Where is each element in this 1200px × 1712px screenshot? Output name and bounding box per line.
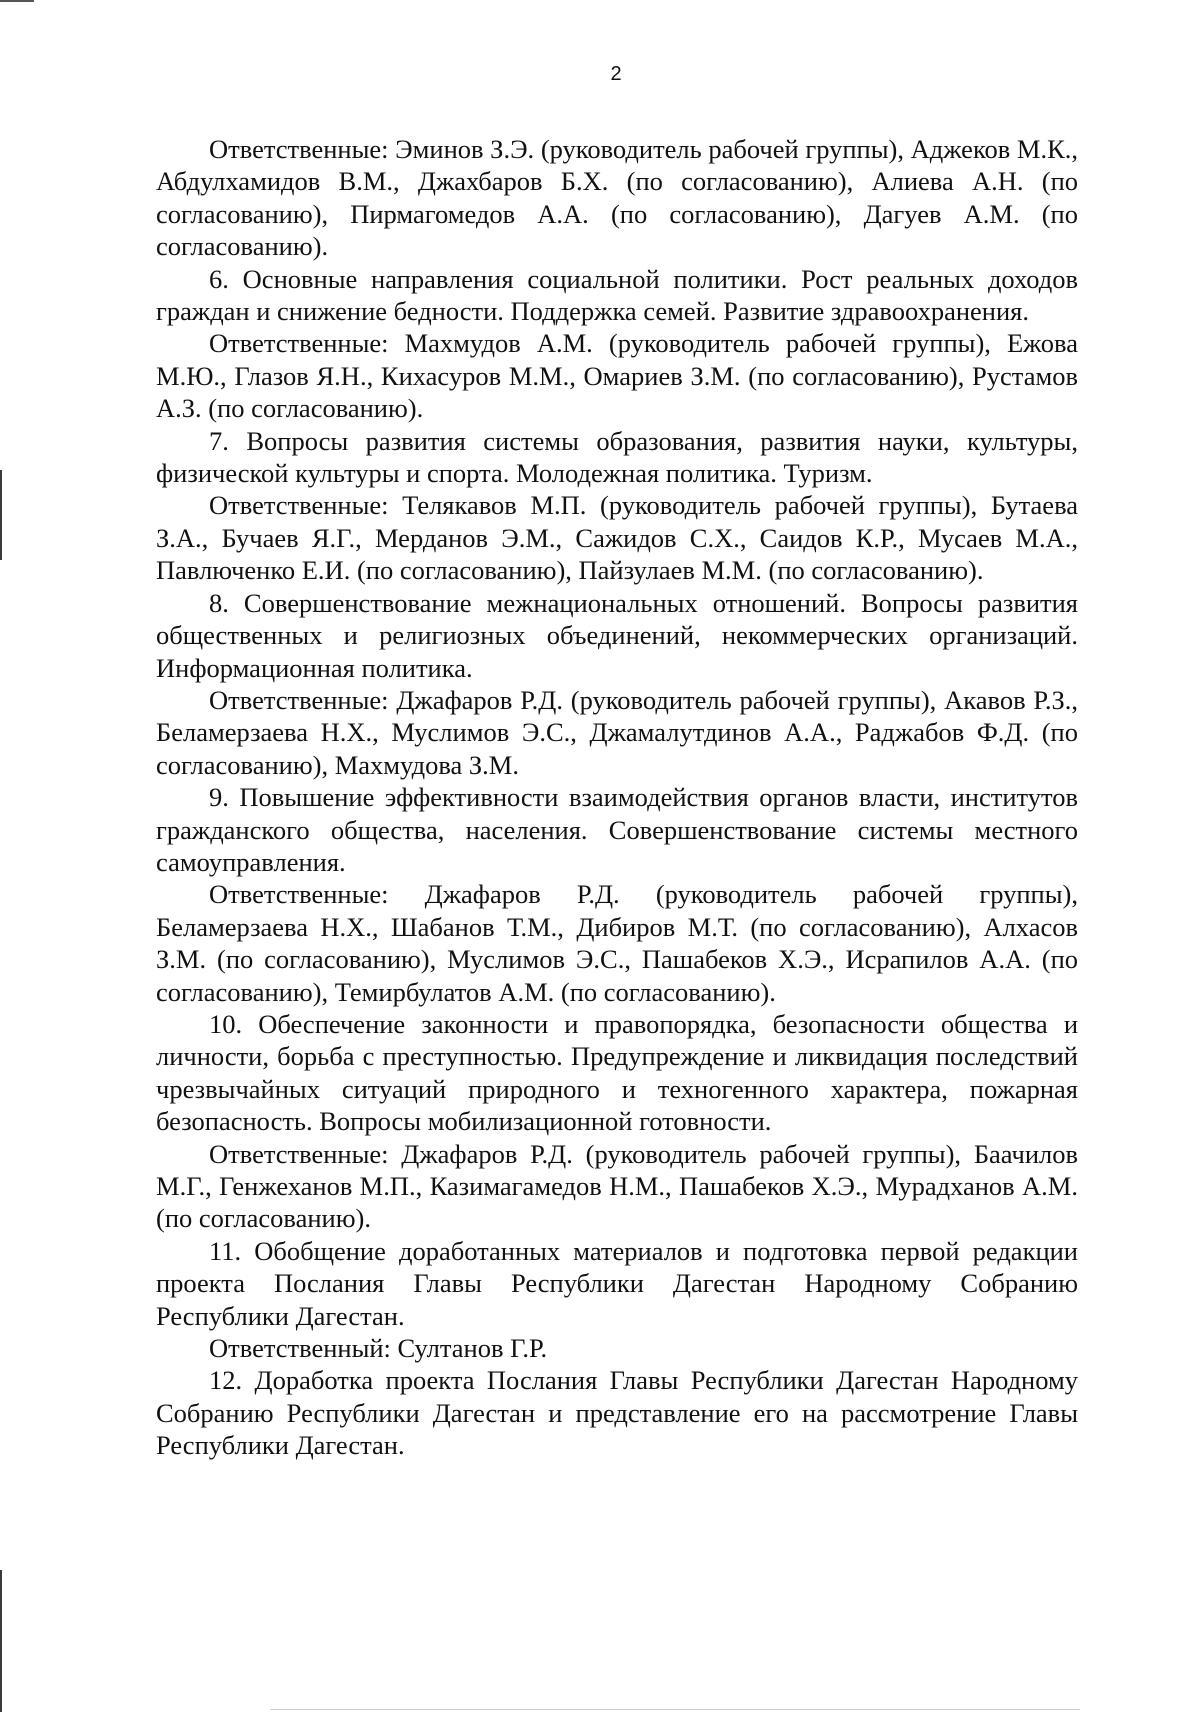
scan-edge-bottom [270,1709,1080,1710]
paragraph-item-6: 6. Основные направления социальной политики. Рост реальных доходов граждан и снижение бедности. Поддержка семей. Развитие здравоохранения. [156,263,1078,327]
scan-edge-left [0,470,2,560]
paragraph-responsible-9: Ответственные: Джафаров Р.Д. (руководитель рабочей группы), Беламерзаева Н.Х., Шабанов Т.М., Дибиров М.Т. (по согласованию), Алхасов З.М. (по согласованию), Муслимов Э.С., Пашабеков Х.Э., Исрапилов А.А. (по согласованию), Темирбулатов А.М. (по согласованию). [156,879,1078,1007]
paragraph-item-9: 9. Повышение эффективности взаимодействия органов власти, институтов гражданского общества, населения. Совершенствование системы местного самоуправления. [156,782,1078,877]
paragraph-responsible-10: Ответственные: Джафаров Р.Д. (руководитель рабочей группы), Баачилов М.Г., Генжеханов М.П., Казимагамедов Н.М., Пашабеков Х.Э., Мурадханов А.М. (по согласованию). [156,1138,1078,1234]
paragraph-responsible-6: Ответственные: Махмудов А.М. (руководитель рабочей группы), Ежова М.Ю., Глазов Я.Н., Кихасуров М.М., Омариев З.М. (по согласованию), Рустамов А.З. (по согласованию). [156,328,1078,424]
paragraph-item-7: 7. Вопросы развития системы образования, развития науки, культуры, физической культуры и спорта. Молодежная политика. Туризм. [156,425,1078,489]
paragraph-item-11: 11. Обобщение доработанных материалов и подготовка первой редакции проекта Послания Главы Республики Дагестан Народному Собранию Республики Дагестан. [156,1235,1078,1331]
paragraph-item-8: 8. Совершенствование межнациональных отношений. Вопросы развития общественных и религиозных объединений, некоммерческих организаций. Информационная политика. [156,587,1078,683]
paragraph-responsible-5: Ответственные: Эминов З.Э. (руководитель рабочей группы), Аджеков М.К., Абдулхамидов В.М., Джахбаров Б.Х. (по согласованию), Алиева А.Н. (по согласованию), Пирмагомедов А.А. (по согласованию), Дагуев А.М. (по согласованию). [156,134,1078,262]
paragraph-item-10: 10. Обеспечение законности и правопорядка, безопасности общества и личности, борьба с преступностью. Предупреждение и ликвидация последствий чрезвычайных ситуаций природного и техногенного характера, пожарная безопасность. Вопросы мобилизационной готовности. [156,1008,1078,1137]
paragraph-responsible-11: Ответственный: Султанов Г.Р. [209,1333,548,1364]
paragraph-responsible-7: Ответственные: Телякавов М.П. (руководитель рабочей группы), Бутаева З.А., Бучаев Я.Г., Мерданов Э.М., Сажидов С.Х., Саидов К.Р., Мусаев М.А., Павлюченко Е.И. (по согласованию), Пайзулаев М.М. (по согласованию). [156,490,1078,586]
document-body [156,133,1078,1462]
scan-edge-left-bottom [0,1570,2,1712]
paragraph-item-12: 12. Доработка проекта Послания Главы Республики Дагестан Народному Собранию Республики Дагестан и представление его на рассмотрение Главы Республики Дагестан. [156,1365,1078,1461]
paragraph-responsible-8: Ответственные: Джафаров Р.Д. (руководитель рабочей группы), Акавов Р.З., Беламерзаева Н.Х., Муслимов Э.С., Джамалутдинов А.А., Раджабов Ф.Д. (по согласованию), Махмудова З.М. [156,684,1078,780]
scan-edge-top [0,0,34,2]
page-number: 2 [610,63,622,85]
